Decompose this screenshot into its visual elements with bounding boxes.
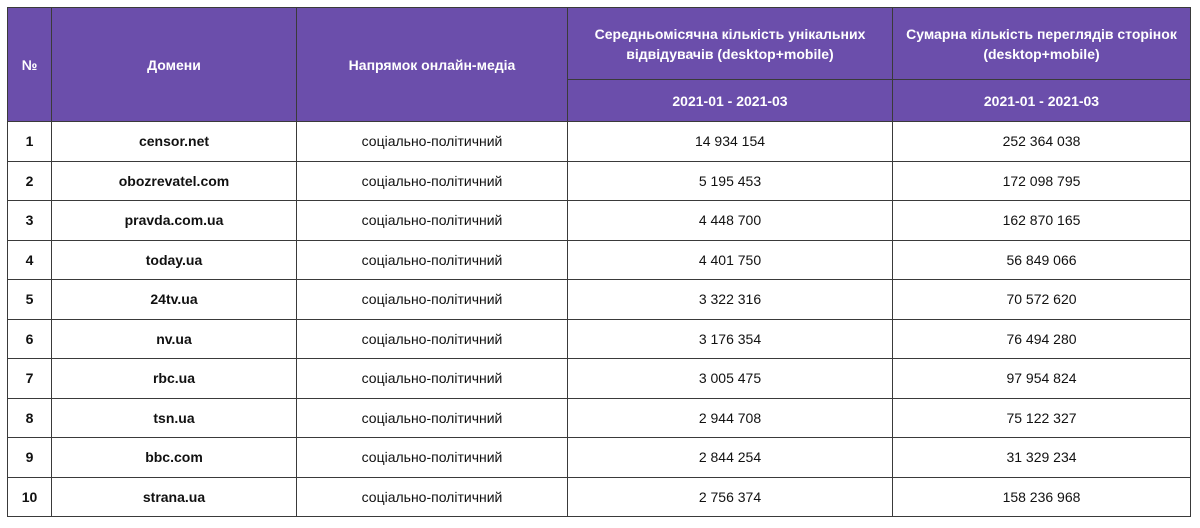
row-domain: 24tv.ua [52,280,297,320]
header-pageviews: Сумарна кількість переглядів сторінок (desktop+mobile) [893,8,1191,80]
header-direction: Напрямок онлайн-медіа [297,8,568,122]
row-pageviews: 31 329 234 [893,438,1191,478]
table-row [8,280,1191,320]
header-number: № [8,8,52,122]
row-pageviews: 70 572 620 [893,280,1191,320]
table-row [8,438,1191,478]
table-row [8,122,1191,162]
row-number: 1 [8,122,52,162]
row-domain: censor.net [52,122,297,162]
row-number: 2 [8,161,52,201]
ranking-table-container [7,7,1191,517]
row-direction: соціально-політичний [297,477,568,517]
row-visitors: 4 448 700 [568,201,893,241]
row-direction: соціально-політичний [297,280,568,320]
row-pageviews: 252 364 038 [893,122,1191,162]
header-visitors-period: 2021-01 - 2021-03 [568,80,893,122]
row-direction: соціально-політичний [297,319,568,359]
row-domain: pravda.com.ua [52,201,297,241]
row-visitors: 4 401 750 [568,240,893,280]
row-visitors: 5 195 453 [568,161,893,201]
row-visitors: 3 322 316 [568,280,893,320]
row-domain: strana.ua [52,477,297,517]
table-row [8,319,1191,359]
row-domain: rbc.ua [52,359,297,399]
row-domain: today.ua [52,240,297,280]
table-row [8,161,1191,201]
header-visitors: Середньомісячна кількість унікальних відвідувачів (desktop+mobile) [568,8,893,80]
row-visitors: 2 756 374 [568,477,893,517]
table-row [8,240,1191,280]
table-row [8,359,1191,399]
row-visitors: 3 176 354 [568,319,893,359]
row-pageviews: 172 098 795 [893,161,1191,201]
table-row [8,201,1191,241]
row-direction: соціально-політичний [297,161,568,201]
row-number: 6 [8,319,52,359]
header-domains: Домени [52,8,297,122]
row-domain: nv.ua [52,319,297,359]
row-number: 5 [8,280,52,320]
row-visitors: 3 005 475 [568,359,893,399]
row-direction: соціально-політичний [297,398,568,438]
row-pageviews: 56 849 066 [893,240,1191,280]
table-body [8,122,1191,517]
row-domain: tsn.ua [52,398,297,438]
row-number: 10 [8,477,52,517]
table-header [8,8,1191,122]
table-row [8,477,1191,517]
row-pageviews: 76 494 280 [893,319,1191,359]
row-number: 4 [8,240,52,280]
header-pageviews-period: 2021-01 - 2021-03 [893,80,1191,122]
table-row [8,398,1191,438]
row-domain: bbc.com [52,438,297,478]
row-direction: соціально-політичний [297,240,568,280]
row-visitors: 14 934 154 [568,122,893,162]
row-number: 8 [8,398,52,438]
row-number: 7 [8,359,52,399]
row-direction: соціально-політичний [297,438,568,478]
row-pageviews: 158 236 968 [893,477,1191,517]
row-number: 9 [8,438,52,478]
row-direction: соціально-політичний [297,359,568,399]
row-direction: соціально-політичний [297,122,568,162]
row-pageviews: 97 954 824 [893,359,1191,399]
header-row [8,8,1191,80]
row-pageviews: 162 870 165 [893,201,1191,241]
row-number: 3 [8,201,52,241]
row-domain: obozrevatel.com [52,161,297,201]
row-visitors: 2 944 708 [568,398,893,438]
ranking-table [7,7,1191,517]
row-pageviews: 75 122 327 [893,398,1191,438]
row-visitors: 2 844 254 [568,438,893,478]
row-direction: соціально-політичний [297,201,568,241]
